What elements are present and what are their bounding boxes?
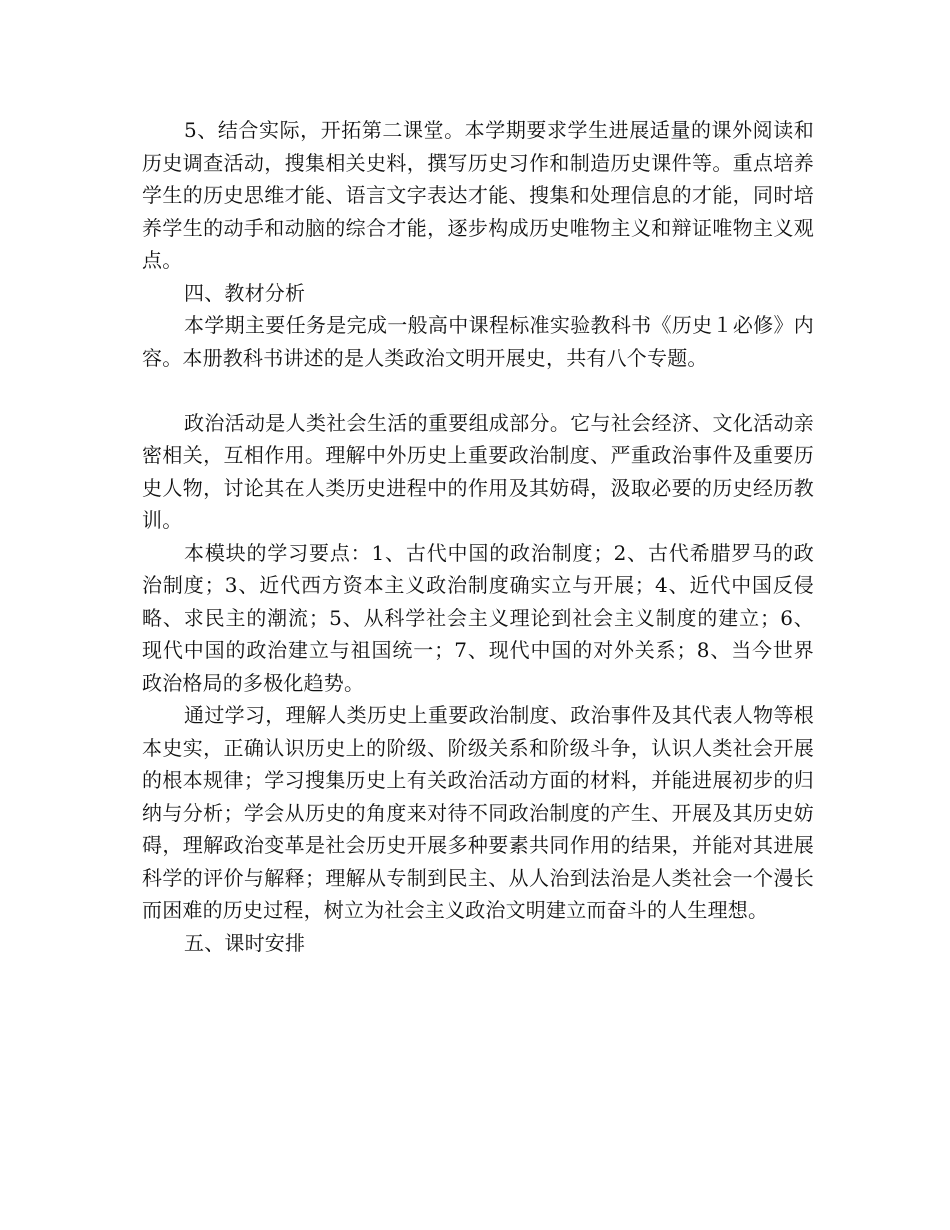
blank-line bbox=[142, 374, 814, 407]
section-heading-textbook-analysis: 四、教材分析 bbox=[184, 280, 306, 305]
paragraph-learning-goals: 通过学习，理解人类历史上重要政治制度、政治事件及其代表人物等根本史实，正确认识历史上的阶级、阶级关系和阶级斗争，认识人类社会开展的根本规律；学习搜集历史上有关政治活动方面的材料，并能进展初步的归纳与分析；学会从历史的角度来对待不同政治制度的产生、开展及其历史妨碍，理解政治变革是社会历史开展多种要素共同作用的结果，并能对其进展科学的评价与解释；理解从专制到民主、从人治到法治是人类社会一个漫长而困难的历史过程，树立为社会主义政治文明建立而奋斗的人生理想。 bbox=[142, 703, 814, 922]
paragraph-political-activity: 政治活动是人类社会生活的重要组成部分。它与社会经济、文化活动亲密相关，互相作用。理解中外历史上重要政治制度、严重政治事件及重要历史人物，讨论其在人类历史进程中的作用及其妨碍，汲取必要的历史经历教训。 bbox=[142, 410, 814, 532]
paragraph-second-classroom: 5、结合实际，开拓第二课堂。本学期要求学生进展适量的课外阅读和历史调查活动，搜集相关史料，撰写历史习作和制造历史课件等。重点培养学生的历史思维才能、语言文字表达才能、搜集和处理信息的才能，同时培养学生的动手和动脑的综合才能，逐步构成历史唯物主义和辩证唯物主义观点。 bbox=[142, 118, 814, 272]
section-heading-class-schedule: 五、课时安排 bbox=[184, 930, 306, 955]
paragraph-learning-points: 本模块的学习要点：1、古代中国的政治制度；2、古代希腊罗马的政治制度；3、近代西方资本主义政治制度确实立与开展；4、近代中国反侵略、求民主的潮流；5、从科学社会主义理论到社会主义制度的建立；6、现代中国的政治建立与祖国统一；7、现代中国的对外关系；8、当今世界政治格局的多极化趋势。 bbox=[142, 540, 814, 695]
paragraph-semester-task: 本学期主要任务是完成一般高中课程标准实验教科书《历史１必修》内容。本册教科书讲述的是人类政治文明开展史，共有八个专题。 bbox=[142, 313, 814, 370]
document-body bbox=[142, 114, 814, 959]
